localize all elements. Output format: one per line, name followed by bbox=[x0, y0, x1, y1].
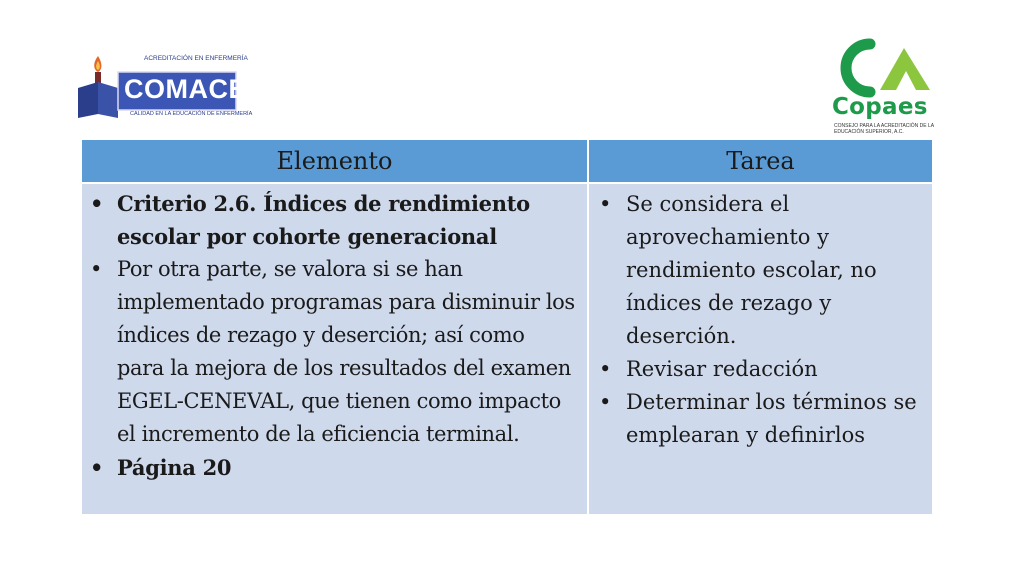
elemento-list bbox=[82, 184, 587, 484]
table-header-row bbox=[81, 139, 933, 183]
table-row bbox=[81, 183, 933, 515]
list-item: • Se considera el aprovechamiento y rendimiento escolar, no índices de rezago y deserción. bbox=[626, 188, 926, 353]
header-tarea: Tarea bbox=[588, 139, 933, 183]
tarea-list bbox=[589, 184, 932, 452]
comace-wordmark: COMACE bbox=[124, 74, 247, 104]
list-item: • Determinar los términos se emplearan y definirlos bbox=[626, 386, 926, 452]
list-item: • Por otra parte, se valora si se han implementado programas para disminuir los índices de rezago y deserción; así como para la mejora de los resultados del examen EGEL-CENEVAL, que tienen como impacto el incremento de la eficiencia terminal. bbox=[117, 253, 577, 451]
comace-logo bbox=[74, 52, 253, 126]
criteria-table bbox=[80, 138, 934, 516]
list-item: • Página 20 bbox=[117, 451, 577, 484]
tarea-cell bbox=[588, 183, 933, 515]
copaes-wordmark: Copaes bbox=[832, 94, 928, 120]
header-elemento: Elemento bbox=[81, 139, 588, 183]
copaes-logo bbox=[826, 38, 946, 138]
list-item: • Criterio 2.6. Índices de rendimiento escolar por cohorte generacional bbox=[117, 187, 577, 253]
comace-caption-top: ACREDITACIÓN EN ENFERMERÍA bbox=[144, 55, 248, 62]
copaes-emblem-icon bbox=[826, 38, 946, 98]
elemento-cell bbox=[81, 183, 588, 515]
comace-caption-bottom: CALIDAD EN LA EDUCACIÓN DE ENFERMERÍA bbox=[130, 111, 253, 117]
list-item: • Revisar redacción bbox=[626, 353, 926, 386]
copaes-caption: CONSEJO PARA LA ACREDITACIÓN DE LA EDUCACIÓN SUPERIOR, A.C. bbox=[834, 123, 934, 135]
